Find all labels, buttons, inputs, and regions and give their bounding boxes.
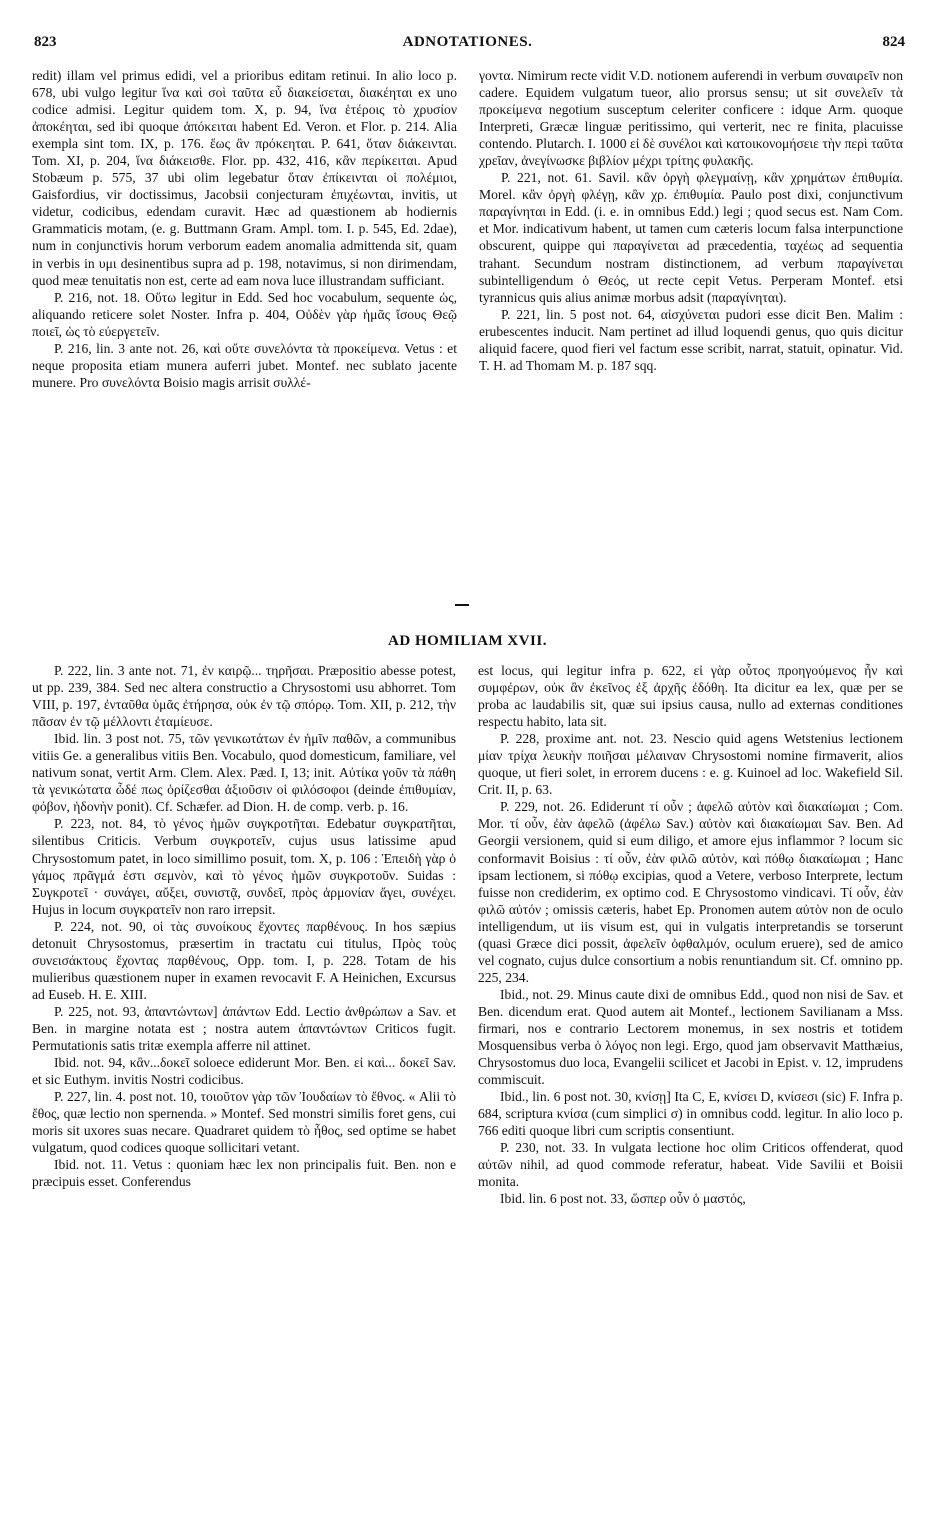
top-left-column — [32, 67, 457, 391]
section-divider — [455, 604, 469, 606]
paragraph: P. 221, not. 61. Savil. κἂν ὀργὴ φλεγμαίνῃ, κἂν χρημάτων ἐπιθυμία. Morel. κἂν ὀργὴ φλέγῃ, κἂν χρ. ἐπιθυμία. Paulo post dixi, conjunctivum παραγίνηται in Edd. (i. e. in omnibus Edd.) legi ; quod secus est. Nam Com. et Mor. indicativum habent, ut tamen cum cæteris locum falsa interpunctione obscurent, quippe qui παραγίνεται ad præcedentia, ταχέως ad sequentia trahant. Secundum nostram distinctionem, ad verbum παραγίνεται subintelligendum ὁ Θεός, ut recte cepit Vetus. Perperam Montef. etsi tyrannicus quis alius animæ morbus adsit (παραγίνηται). — [479, 170, 903, 305]
paragraph: Ibid., lin. 6 post not. 30, κνίσῃ] Ita C, E, κνίσει D, κνίσεσι (sic) F. Infra p. 684, scriptura κνίσα (cum simplici σ) in omnibus codd. legitur. In alio loco p. 766 editi quoque libri cum scriptis consentiunt. — [478, 1089, 903, 1139]
paragraph: P. 222, lin. 3 ante not. 71, ἐν καιρῷ... τηρῆσαι. Præpositio abesse potest, ut pp. 239, 384. Sed nec altera constructio a Chrysostomi usu abhorret. Tom VIII, p. 197, ἐνταῦθα ὑμᾶς ἐτήρησα, οὐκ ἐν τῷ σπόρῳ. Tom. XII, p. 212, τὴν πᾶσαν ἐν τῷ μέλλοντι ἐταμίευσε. — [32, 663, 456, 730]
paragraph: P. 229, not. 26. Ediderunt τί οὖν ; ἀφελῶ αὐτὸν καὶ διακαίωμαι ; Com. Mor. τί οὖν, ἐὰν ἀφελῶ (ἀφέλω Sav.) αὐτὸν καὶ διακαίωμαι Sav. Ben. Ad Georgii versionem, quid si eum diligo, et amore ejus inflammor ? locum sic conformavit Boisius : τί οὖν, ἐὰν φιλῶ αὐτὸν, καὶ πόθῳ διακαίωμαι ; Hanc ipsam lectionem, si πόθῳ excipias, quod a Vetere, verboso Interprete, lectum fuisse non crediderim, ex optimo cod. E Chrysostomo vindicavi. Τί οὖν, ἐὰν φιλῶ αὐτόν ; omissis cæteris, habet Ep. Pronomen autem αὐτὸν non de oculo intelligendum, ut iis visum est, qui in vulgatis interpretandis se torserunt (quasi Græce dici possit, ἀφελεῖν ὀφθαλμόν, oculum eruere), sed de amico vel cognato, cujus dulce consortium a nobis renuntiandum sit. Cf. omnino pp. 225, 234. — [478, 799, 903, 985]
paragraph: P. 216, not. 18. Οὕτω legitur in Edd. Sed hoc vocabulum, sequente ὡς, aliquando reticere solet Noster. Infra p. 404, Οὐδὲν γὰρ ἡμᾶς ἴσους Θεῷ ποιεῖ, ὡς τὸ εὐεργετεῖν. — [32, 289, 457, 339]
top-right-column — [479, 67, 903, 374]
bottom-left-column — [32, 662, 456, 1190]
running-title: ADNOTATIONES. — [402, 34, 533, 50]
left-page-number: 823 — [34, 34, 57, 50]
paragraph: Ibid. lin. 3 post not. 75, τῶν γενικωτάτων ἐν ἡμῖν παθῶν, a communibus vitiis Ge. a generalibus vitiis Ben. Vocabulo, quod domesticum, familiare, vel nativum sonat, vertit Arm. Clem. Alex. Pæd. I, 13; init. Αὐτίκα γοῦν τὰ πάθη τὰ γενικώτατα ὧδέ πως ὁρίζεσθαι ἀξιοῦσιν οἱ φιλόσοφοι (deinde ἐπιθυμίαν, φόβον, ἡδονὴν ponit). Cf. Schæfer. ad Dion. H. de comp. verb. p. 16. — [32, 731, 456, 815]
paragraph: Ibid., not. 29. Minus caute dixi de omnibus Edd., quod non nisi de Sav. et Ben. dicendum erat. Quod autem ait Montef., lectionem Savilianam a Mss. firmari, nos e contrario Lectorem monemus, in sex nostris et totidem Mosquensibus verba ὁ λόγος non legi. Ergo, quod jam observavit Matthæius, Chrysostomus duo loca, Evangelii scilicet et Jacobi in Epist. v. 12, imprudens commiscuit. — [478, 986, 903, 1088]
paragraph: P. 227, lin. 4. post not. 10, τοιοῦτον γὰρ τῶν Ἰουδαίων τὸ ἔθνος. « Alii τὸ ἔθος, quæ lectio non spernenda. » Montef. Sed monstri similis foret gens, cui moris sit uxores suas necare. Quadraret quidem τὸ ἦθος, sed optime se habet vulgatum, quod codices quoque sollicitari vetant. — [32, 1089, 456, 1156]
right-page-number: 824 — [882, 34, 905, 50]
paragraph: P. 223, not. 84, τὸ γένος ἡμῶν συγκροτῆται. Edebatur συγκρατῆται, silentibus Criticis. Verbum συγκροτεῖν, cujus usus latissime apud Chrysostomum patet, in loco simillimo posuit, tom. X, p. 106 : Ἐπειδὴ γὰρ ὁ γάμος πρᾶγμά ἐστι σεμνὸν, καὶ τὸ γένος ἡμῶν συγκροτοῦν. Suidas : Συγκροτεῖ · συνάγει, αὔξει, συνιστᾷ, συνδεῖ, πρὸς ἁρμονίαν ἄγει, συνέχει. Hujus in locum συγκρατεῖν non raro irrepsit. — [32, 816, 456, 917]
paragraph: redit) illam vel primus edidi, vel a prioribus editam retinui. In alio loco p. 678, ubi vulgo legitur ἵνα καὶ σοὶ ταῦτα εὖ διακείσεται, διακέηται ex uno codice admisi. Legitur quidem tom. X, p. 94, ἵνα ἑτέροις τὸ χρυσίον ἀποκέηται, sed ibi quoque ἀπόκειται habent Ed. Veron. et Flor. p. 214. Alia exempla sint tom. IX, p. 176. ἕως ἂν πρόκεηται. P. 641, ὅταν διάκεινται. Tom. XI, p. 204, ἵνα διάκεισθε. Flor. pp. 432, 416, κἂν περίκειται. Apud Stobæum p. 575, 37 ubi olim legebatur ὅταν ἐπίκεινται οἱ πολέμιοι, Gaisfordius, vir doctissimus, Jacobsii conjecturam ἐπιχέωνται, invitis, ut videtur, codicibus, edendam curavit. Hæc ad quæstionem ab hodiernis Grammaticis motam, (e. g. Buttmann Gram. Ampl. tom. I. p. 545, Ed. 2dae), num in conjunctivis horum verborum eadem anomalia admittenda sit, quam in verbis in υμι desinentibus supra ad p. 198, notavimus, si non dirimendam, quod meæ tenuitatis non est, certe ad eam nova luce illustrandam sufficiant. — [32, 68, 457, 288]
paragraph: P. 225, not. 93, ἁπαντώντων] ἀπάντων Edd. Lectio ἀνθρώπων a Sav. et Ben. in margine notata est ; nostra autem ἁπαντώντων Criticos fugit. Permutationis satis tritæ exempla afferre nil attinet. — [32, 1003, 456, 1054]
paragraph: P. 224, not. 90, οἱ τὰς συνοίκους ἔχοντες παρθένους. In hos sæpius detonuit Chrysostomus, præsertim in tractatu cui titulus, Πρὸς τοὺς συνεισάκτους ἔχοντας παρθένους, Opp. tom. I, p. 228. Totam de his mulieribus quæstionem nuper in examen revocavit F. A Heinichen, Excursus ad Euseb. H. E. XIII. — [32, 918, 456, 1002]
section-heading: AD HOMILIAM XVII. — [388, 633, 547, 649]
paragraph: est locus, qui legitur infra p. 622, εἰ γὰρ οὗτος προηγούμενος ἦν καὶ συμφέρων, οὐκ ἂν ἐκεῖνος ἐξ ἀρχῆς ἐδόθη. Ita dicitur ea lex, quæ per se proba ac laudabilis sit, quæ sui ipsius causa, nullo ad externas conditiones respectu habito, lata sit. — [478, 663, 903, 730]
paragraph: Ibid. not. 94, κἂν...δοκεῖ soloece ediderunt Mor. Ben. εἰ καὶ... δοκεῖ Sav. et sic Euthym. invitis Nostri codicibus. — [32, 1055, 456, 1088]
paragraph: P. 228, proxime ant. not. 23. Nescio quid agens Wetstenius lectionem μίαν τρίχα λευκὴν ποιῆσαι μέλαιναν Chrysostomi nomine firmaverit, alios quoque, ut fieri solet, in errorem ducens : e. g. Kuinoel ad loc. Wakefield Sil. Crit. II, p. 63. — [478, 731, 903, 798]
paragraph: P. 230, not. 33. In vulgata lectione hoc olim Criticos offenderat, quod αὐτῶν nihil, ad quod commode referatur, habeat. Vide Savilii et Boisii monita. — [478, 1140, 903, 1190]
paragraph: P. 216, lin. 3 ante not. 26, καὶ οὔτε συνελόντα τὰ προκείμενα. Vetus : et neque proposita etiam munera auferri jubet. Montef. nec sublato jacente munere. Pro συνελόντα Boisio magis arrisit συλλέ- — [32, 340, 457, 390]
bottom-right-column — [478, 662, 903, 1208]
running-header — [0, 30, 935, 56]
paragraph: Ibid. lin. 6 post not. 33, ὥσπερ οὖν ὁ μαστός, — [500, 1191, 746, 1207]
paragraph: Ibid. not. 11. Vetus : quoniam hæc lex non principalis fuit. Ben. non e præcipuis esset. Conferendus — [32, 1157, 456, 1190]
paragraph: γοντα. Nimirum recte vidit V.D. notionem auferendi in verbum συναιρεῖν non cadere. Equidem vulgatum tueor, alio prorsus sensu; ut sit συνελεῖν τὰ προκείμενα negotium susceptum celeriter conficere : idque Arm. quoque Interpreti, Græcæ linguæ peritissimo, qui verterit, nec re finita, placuisse contendo. Plutarch. I. 1000 εἰ δὲ συνέλοι καὶ κατοικονομήσειε τὴν περὶ ταῦτα χρεῖαν, ἀνεγίνωσκε βιβλίον μέχρι τρίτης φυλακῆς. — [479, 68, 903, 169]
paragraph: P. 221, lin. 5 post not. 64, αἰσχύνεται pudori esse dicit Ben. Malim : erubescentes inducit. Nam pertinet ad illud loquendi genus, quo quis dicitur aliquid facere, quod fieri vel factum esse scribit, narrat, statuit, opinatur. Vid. T. H. ad Thomam M. p. 187 sqq. — [479, 306, 903, 373]
